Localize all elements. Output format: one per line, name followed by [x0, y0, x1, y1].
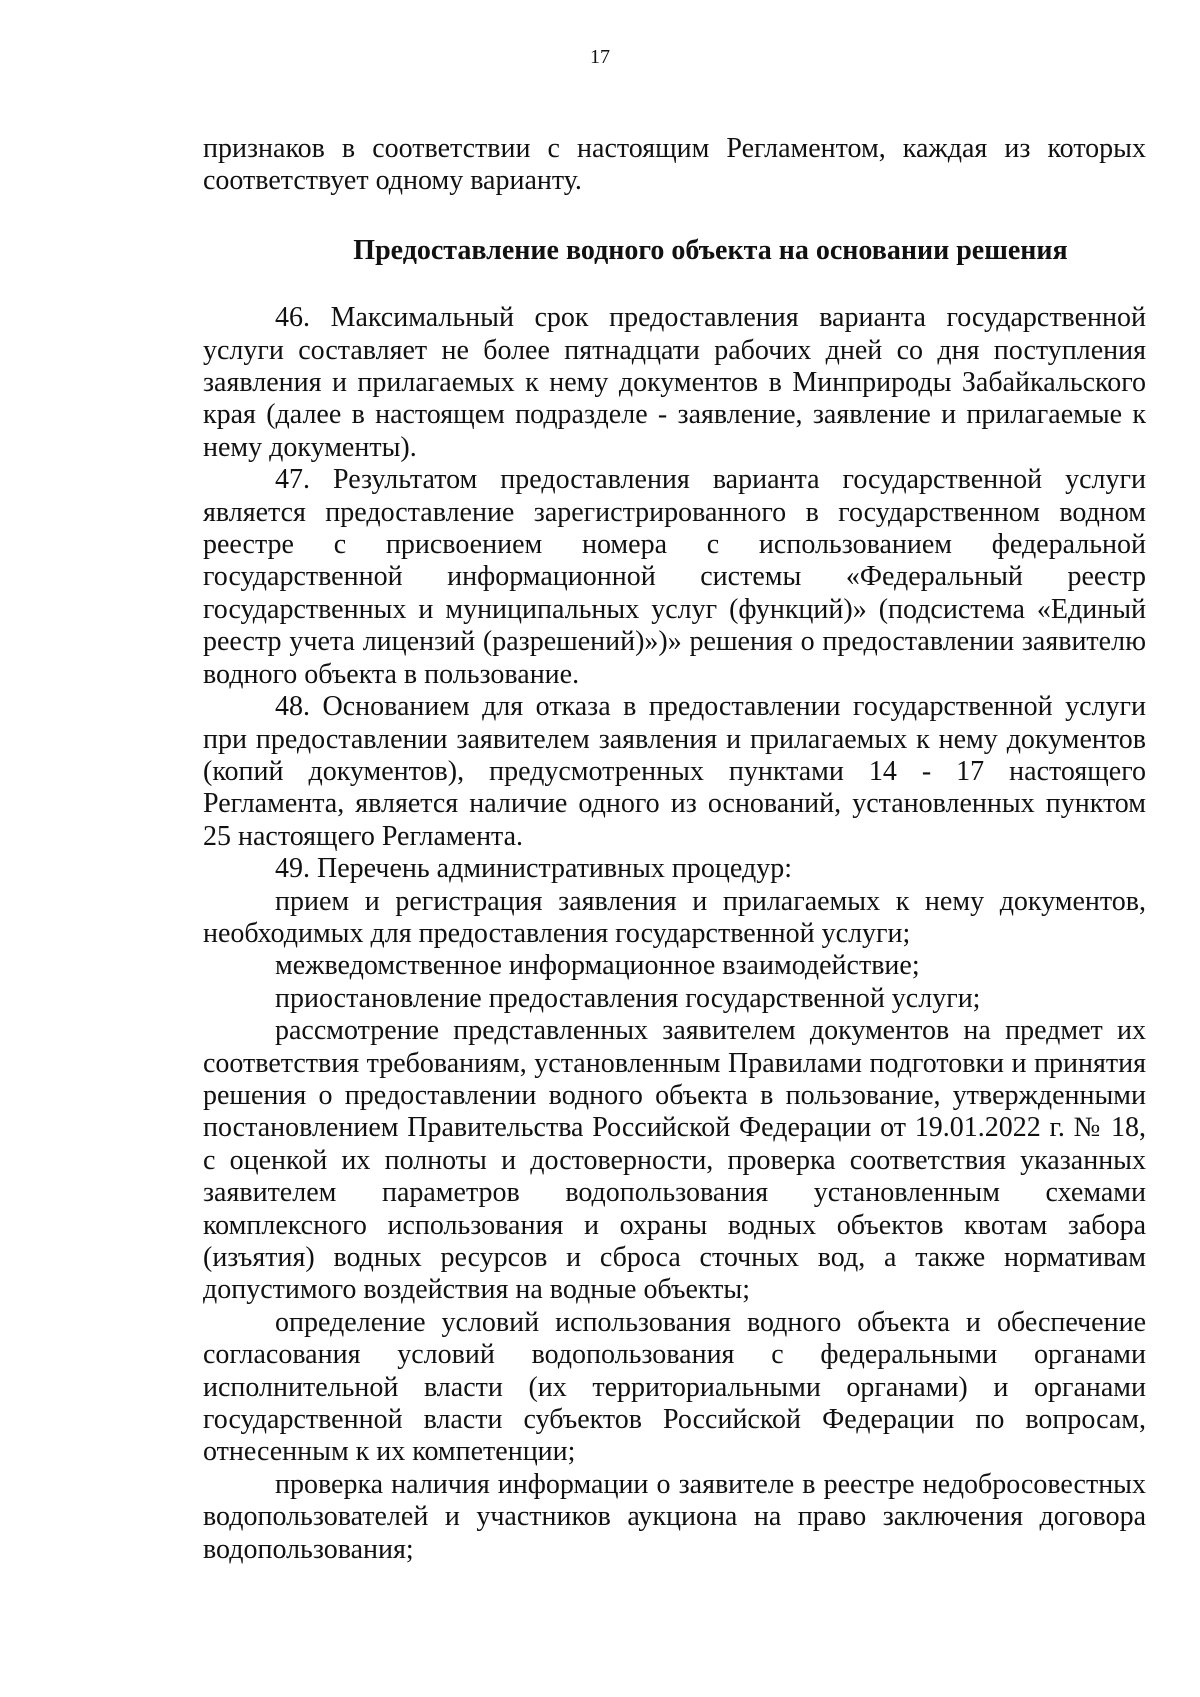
paragraph-49: 49. Перечень административных процедур:	[275, 853, 792, 885]
intro-paragraph: признаков в соответствии с настоящим Регламентом, каждая из которых соответствует одному варианту.	[203, 133, 1146, 197]
paragraph-46: 46. Максимальный срок предоставления варианта государственной услуги составляет не более пятнадцати рабочих дней со дня поступления заявления и прилагаемых к нему документов в Минприроды Забайкальского края (далее в настоящем подразделе - заявление, заявление и прилагаемые к нему документы).	[203, 302, 1146, 463]
paragraph-47: 47. Результатом предоставления варианта государственной услуги является предоставление зарегистрированного в государственном водном реестре с присвоением номера с использованием федеральной государственной информационной системы «Федеральный реестр государственных и муниципальных услуг (функций)» (подсистема «Единый реестр учета лицензий (разрешений)»)» решения о предоставлении заявителю водного объекта в пользование.	[203, 464, 1146, 690]
paragraph-48: 48. Основанием для отказа в предоставлении государственной услуги при предоставлении заявителем заявления и прилагаемых к нему документов (копий документов), предусмотренных пунктами 14 - 17 настоящего Регламента, является наличие одного из оснований, установленных пунктом 25 настоящего Регламента.	[203, 691, 1146, 852]
procedure-item: межведомственное информационное взаимодействие;	[275, 950, 920, 982]
page-number: 17	[590, 46, 610, 68]
procedure-item: проверка наличия информации о заявителе в реестре недобросовестных водопользователей и участников аукциона на право заключения договора водопользования;	[203, 1468, 1146, 1565]
procedure-item: рассмотрение представленных заявителем документов на предмет их соответствия требованиям, установленным Правилами подготовки и принятия решения о предоставлении водного объекта в пользование, утвержденными постановлением Правительства Российской Федерации от 19.01.2022 г. № 18, с оценкой их полноты и достоверности, проверка соответствия указанных заявителем параметров водопользования установленным схемами комплексного использования и охраны водных объектов квотам забора (изъятия) водных ресурсов и сброса сточных вод, а также нормативам допустимого воздействия на водные объекты;	[203, 1015, 1146, 1306]
procedure-item: приостановление предоставления государственной услуги;	[275, 982, 981, 1014]
procedure-item: определение условий использования водного объекта и обеспечение согласования условий водопользования с федеральными органами исполнительной власти (их территориальными органами) и органами государственной власти субъектов Российской Федерации по вопросам, отнесенным к их компетенции;	[203, 1306, 1146, 1468]
document-body	[203, 133, 1146, 1566]
procedure-item: прием и регистрация заявления и прилагаемых к нему документов, необходимых для предоставления государственной услуги;	[203, 885, 1146, 949]
section-heading: Предоставление водного объекта на основании решения	[353, 234, 1068, 266]
